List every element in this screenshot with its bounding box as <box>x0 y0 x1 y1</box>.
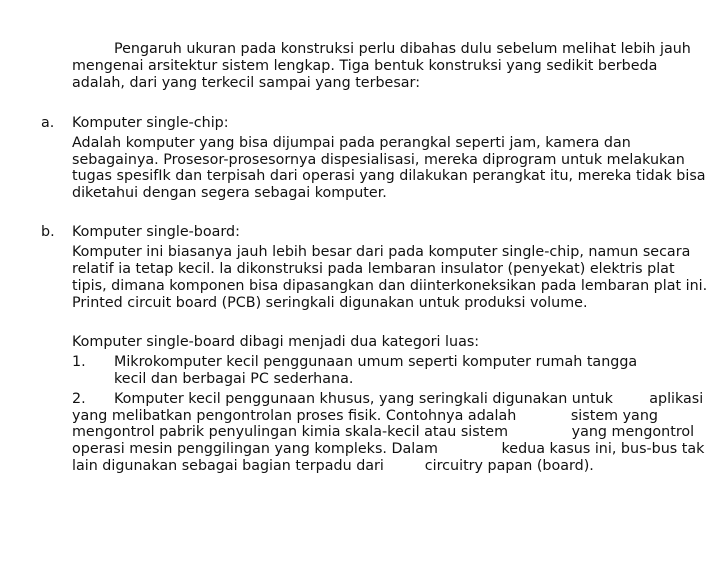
intro-line: Pengaruh ukuran pada konstruksi perlu dibahas dulu sebelum melihat lebih jauh <box>114 41 691 57</box>
item-line: sebagainya. Prosesor-prosesornya dispesialisasi, mereka diprogram untuk melakukan <box>72 152 685 168</box>
item-line: tipis, dimana komponen bisa dipasangkan dan diinterkoneksikan pada lembaran plat ini. <box>72 278 708 294</box>
category-line: mengontrol pabrik penyulingan kimia skala-kecil atau sistem yang mengontrol <box>72 424 695 440</box>
list-marker: b. <box>41 224 55 240</box>
item-title: Komputer single-board: <box>72 224 240 240</box>
category-number: 2. <box>72 391 86 407</box>
item-line: Adalah komputer yang bisa dijumpai pada perangkal seperti jam, kamera dan <box>72 135 631 151</box>
category-number: 1. <box>72 354 86 370</box>
item-line: Komputer ini biasanya jauh lebih besar dari pada komputer single-chip, namun secara <box>72 244 691 260</box>
category-line: lain digunakan sebagai bagian terpadu dari circuitry papan (board). <box>72 458 594 474</box>
item-title: Komputer single-chip: <box>72 115 229 131</box>
list-marker: a. <box>41 115 55 131</box>
category-line: Mikrokomputer kecil penggunaan umum seperti komputer rumah tangga <box>114 354 638 370</box>
category-line: kecil dan berbagai PC sederhana. <box>114 371 354 387</box>
item-line: Printed circuit board (PCB) seringkali digunakan untuk produksi volume. <box>72 295 588 311</box>
item-line: relatif ia tetap kecil. la dikonstruksi pada lembaran insulator (penyekat) elektris plat <box>72 261 675 277</box>
item-line: diketahui dengan segera sebagai komputer. <box>72 185 387 201</box>
category-line: Komputer kecil penggunaan khusus, yang seringkali digunakan untuk aplikasi <box>114 391 704 407</box>
category-line: yang melibatkan pengontrolan proses fisik. Contohnya adalah sistem yang <box>72 408 658 424</box>
category-line: operasi mesin penggilingan yang kompleks. Dalam kedua kasus ini, bus-bus tak <box>72 441 705 457</box>
intro-line: mengenai arsitektur sistem lengkap. Tiga bentuk konstruksi yang sedikit berbeda <box>72 58 658 74</box>
item-line: tugas spesifIk dan terpisah dari operasi yang dilakukan perangkat itu, mereka tidak bisa <box>72 168 706 184</box>
intro-line: adalah, dari yang terkecil sampai yang terbesar: <box>72 75 421 91</box>
categories-intro: Komputer single-board dibagi menjadi dua kategori luas: <box>72 334 480 350</box>
